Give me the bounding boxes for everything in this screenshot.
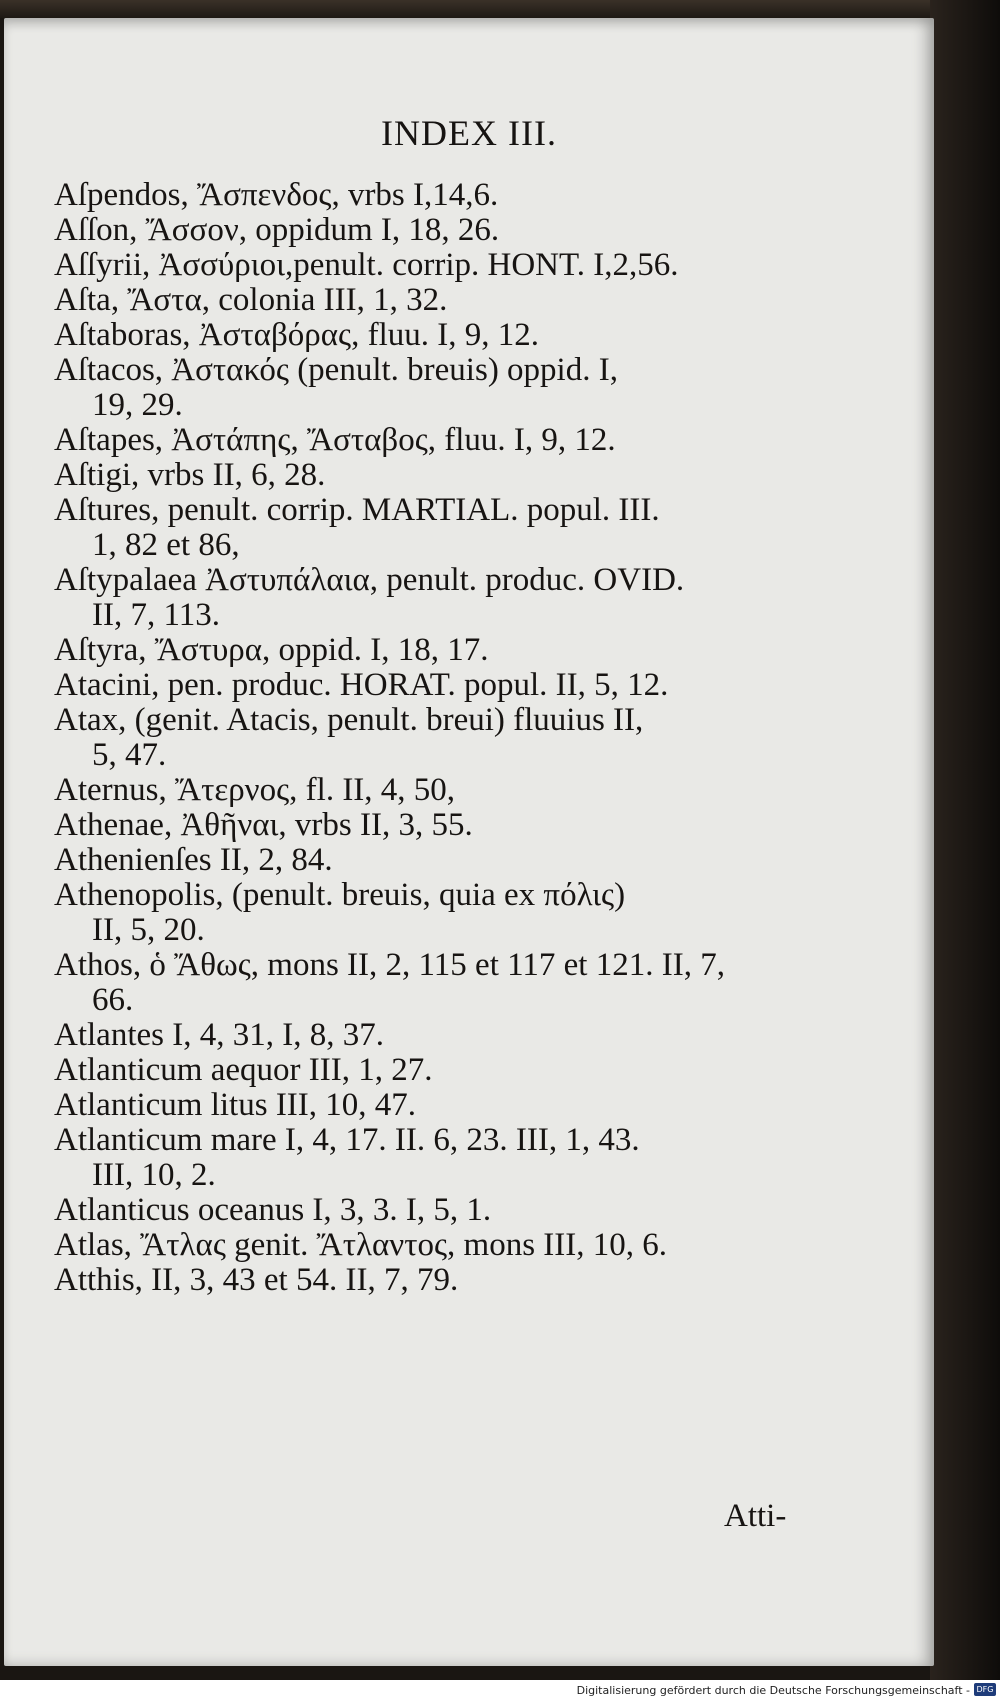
book-page [4, 18, 934, 1666]
index-entry: Aſtacos, Ἀστακός (penult. breuis) oppid. I, [54, 352, 618, 388]
index-entry: Aſſon, Ἄσσον, oppidum I, 18, 26. [54, 212, 500, 248]
index-entry: Aſtapes, Ἀστάπης, Ἄσταβος, fluu. I, 9, 12. [54, 422, 616, 458]
index-entry: Aſtypalaea Ἀστυπάλαια, penult. produc. OVID. [54, 562, 685, 598]
index-entry-continuation: II, 5, 20. [92, 912, 205, 948]
index-entry: Athenae, Ἀθῆναι, vrbs II, 3, 55. [54, 807, 473, 843]
index-entry: Atlanticus oceanus I, 3, 3. I, 5, 1. [54, 1192, 492, 1228]
index-entry: Athos, ὁ Ἄθως, mons II, 2, 115 et 117 et 121. II, 7, [54, 947, 725, 983]
index-entry: Atlanticum aequor III, 1, 27. [54, 1052, 433, 1088]
index-entry: Aſtures, penult. corrip. MARTIAL. popul. III. [54, 492, 660, 528]
index-entry: Aſpendos, Ἄσπενδος, vrbs I,14,6. [54, 177, 499, 213]
index-entry-continuation: III, 10, 2. [92, 1157, 216, 1193]
page-header: INDEX III. [381, 113, 557, 153]
index-entry: Athenienſes II, 2, 84. [54, 842, 333, 878]
index-entry: Atlas, Ἄτλας genit. Ἄτλαντος, mons III, 10, 6. [54, 1227, 667, 1263]
scan-frame-right [930, 0, 1000, 1680]
index-entry-continuation: 1, 82 et 86, [92, 527, 240, 563]
index-entry: Aternus, Ἄτερνος, fl. II, 4, 50, [54, 772, 456, 808]
index-entry: Atthis, II, 3, 43 et 54. II, 7, 79. [54, 1262, 459, 1298]
digitization-credit: Digitalisierung gefördert durch die Deutsche Forschungsgemeinschaft - [576, 1684, 970, 1697]
index-entry: Atax, (genit. Atacis, penult. breui) fluuius II, [54, 702, 644, 738]
index-entries [54, 178, 809, 1298]
index-entry: Atlanticum litus III, 10, 47. [54, 1087, 417, 1123]
index-entry-continuation: II, 7, 113. [92, 597, 221, 633]
index-entry-continuation: 5, 47. [92, 737, 167, 773]
index-entry: Aſſyrii, Ἀσσύριοι,penult. corrip. HONT. I,2,56. [54, 247, 679, 283]
index-entry: Atlantes I, 4, 31, I, 8, 37. [54, 1017, 384, 1053]
index-entry: Aſta, Ἄστα, colonia III, 1, 32. [54, 282, 448, 318]
scan-frame-top [0, 0, 1000, 18]
index-entry: Aſtaboras, Ἀσταβόρας, fluu. I, 9, 12. [54, 317, 539, 353]
dfg-logo: DFG [974, 1683, 996, 1696]
index-entry: Atlanticum mare I, 4, 17. II. 6, 23. III, 1, 43. [54, 1122, 640, 1158]
index-entry: Athenopolis, (penult. breuis, quia ex πόλις) [54, 877, 626, 913]
catchword: Atti- [724, 1498, 787, 1534]
index-entry-continuation: 66. [92, 982, 134, 1018]
index-entry: Aſtyra, Ἄστυρα, oppid. I, 18, 17. [54, 632, 489, 668]
index-entry: Aſtigi, vrbs II, 6, 28. [54, 457, 326, 493]
index-entry-continuation: 19, 29. [92, 387, 183, 423]
index-entry: Atacini, pen. produc. HORAT. popul. II, 5, 12. [54, 667, 669, 703]
